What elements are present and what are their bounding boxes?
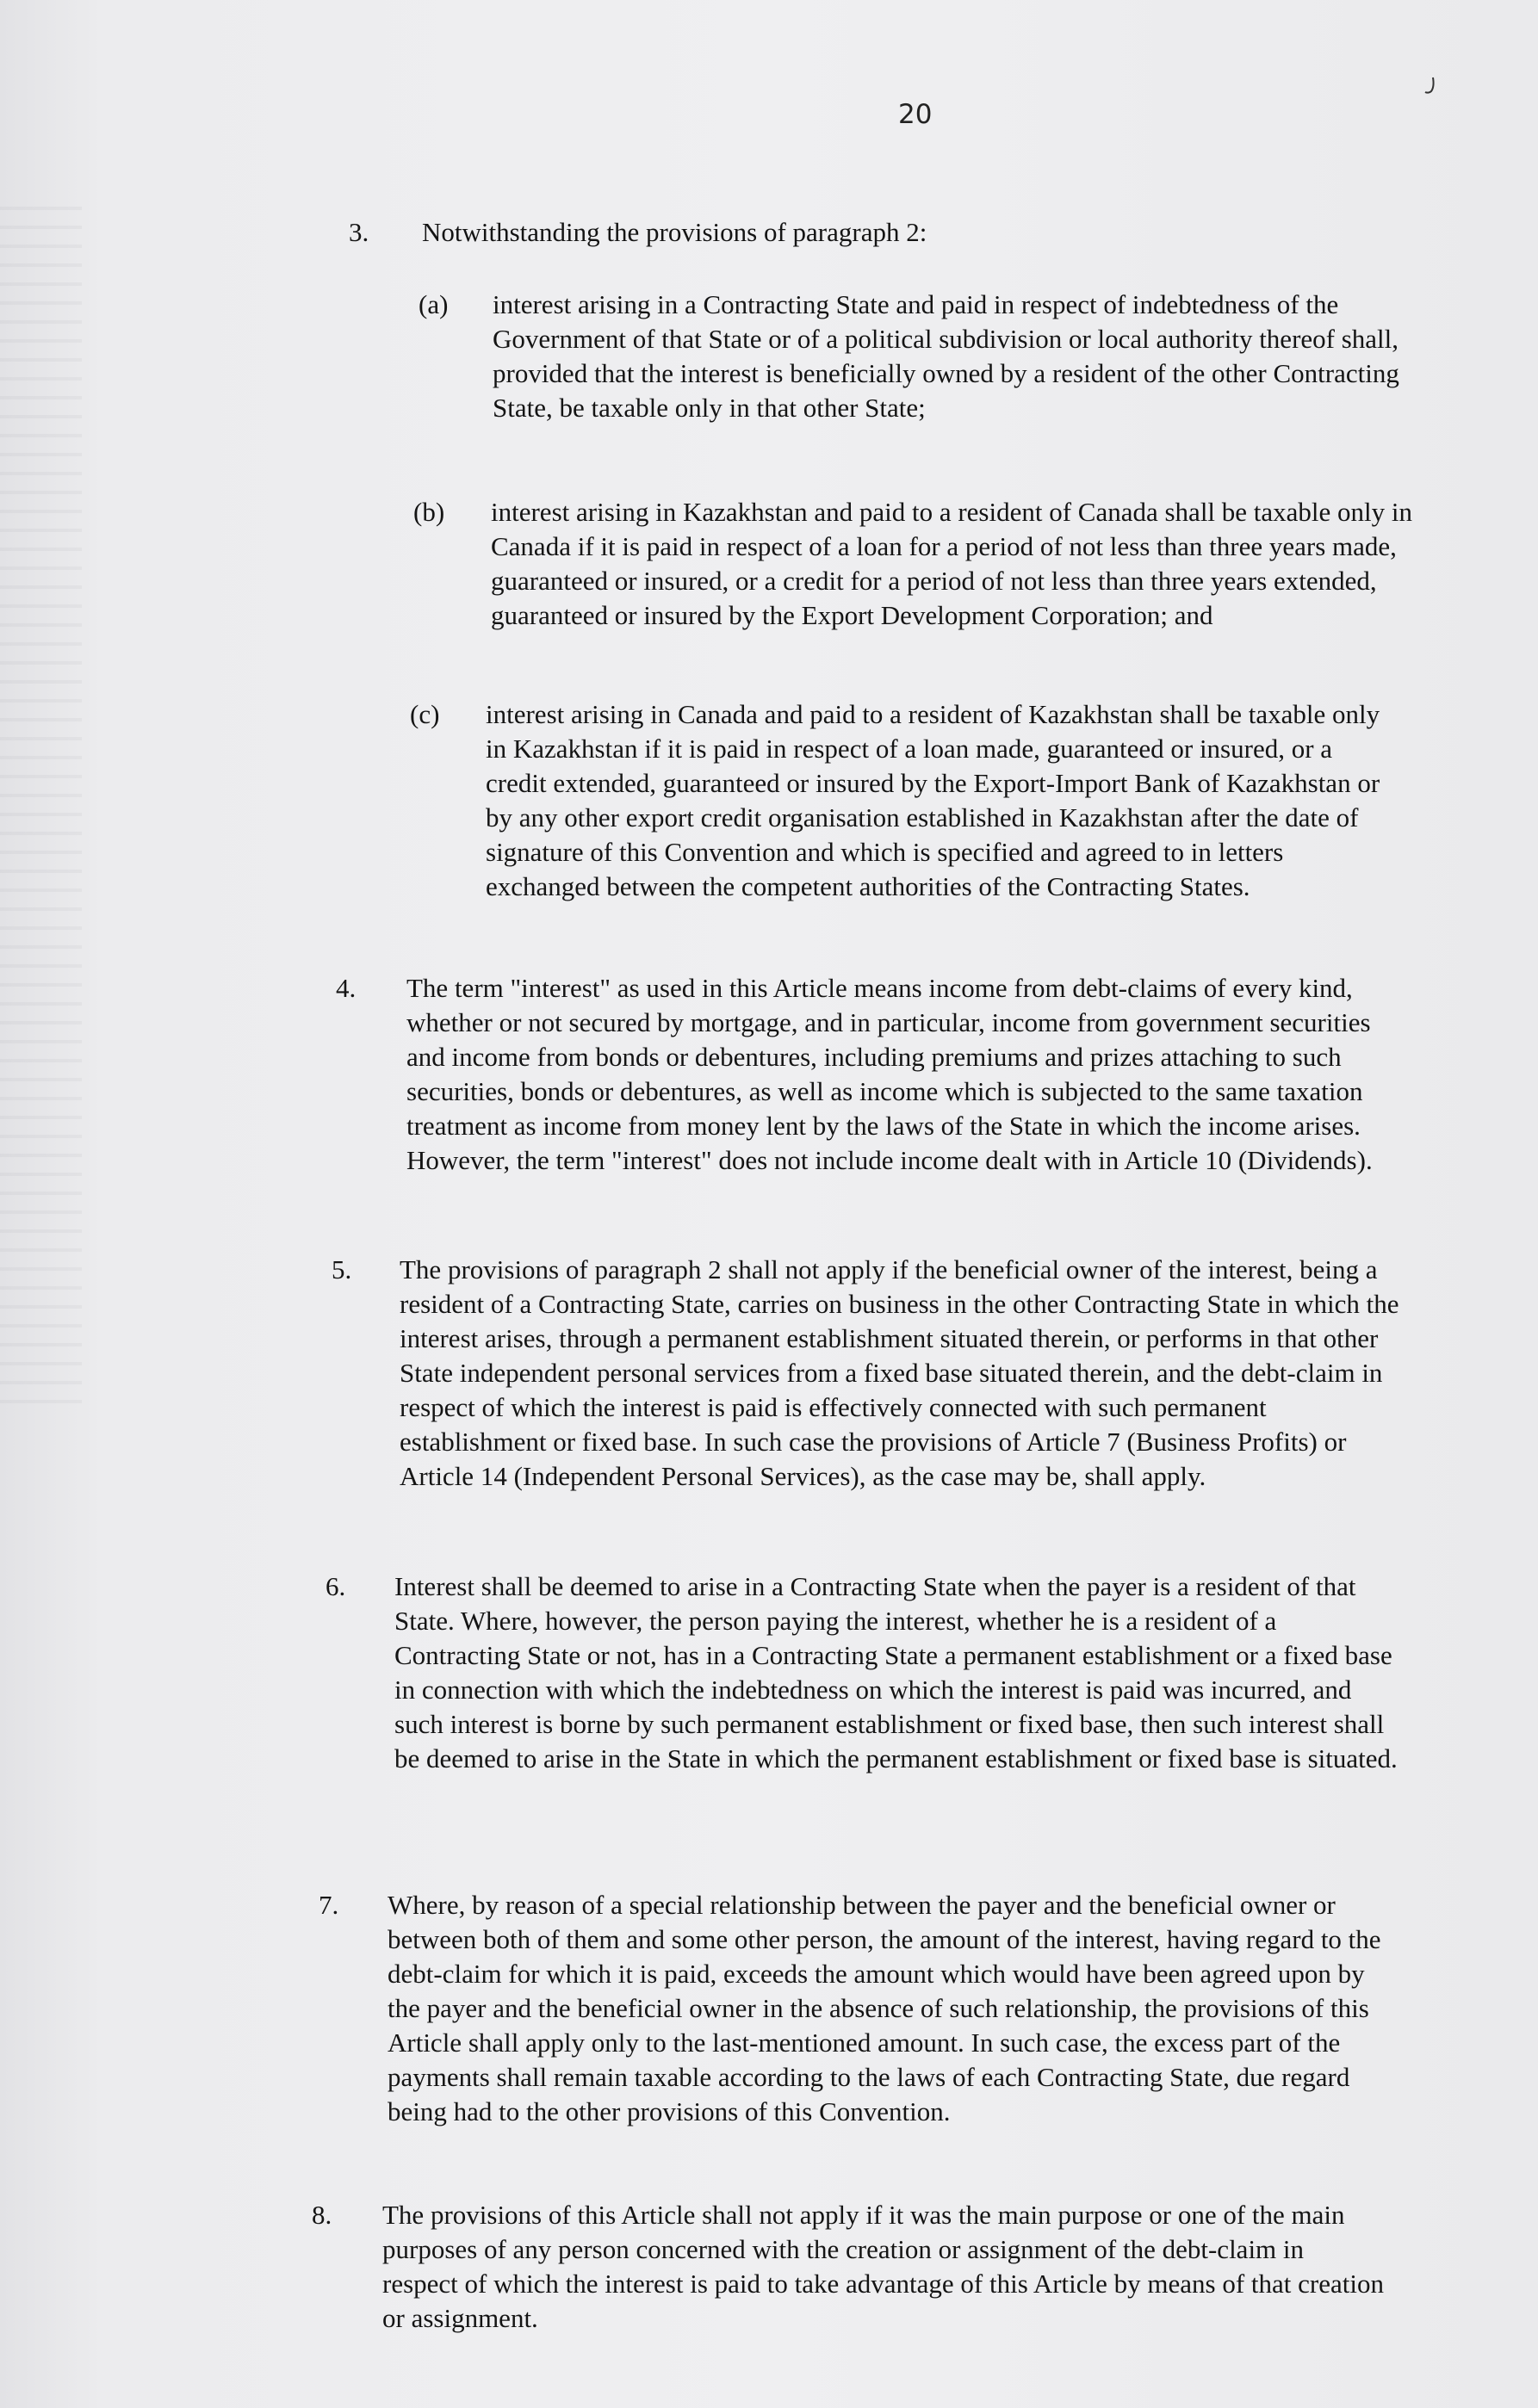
pen-tick-mark [1423, 76, 1438, 95]
paragraph-8-text: The provisions of this Article shall not apply if it was the main purpose or one of the main purposes of any person concerned with the creation or assignment of the debt-claim in respect of which the interest is paid to take advantage of this Article by means of that creation or assignment. [382, 2200, 1384, 2333]
scan-bleed-through [0, 207, 82, 1412]
paragraph-5-text: The provisions of paragraph 2 shall not apply if the beneficial owner of the interest, being a resident of a Contracting State, carries on business in the other Contracting State in which the interest arises, through a permanent establishment situated therein, or performs in that other State independent personal services from a fixed base situated therein, and the debt-claim in respect of which the interest is paid is effectively connected with such permanent establishment or fixed base. In such case the provisions of Article 7 (Business Profits) or Article 14 (Independent Personal Services), as the case may be, shall apply. [400, 1254, 1399, 1491]
item-a-text: interest arising in a Contracting State and paid in respect of indebtedness of the Government of that State or of a political subdivision or local authority thereof shall, provided that the interest is beneficially owned by a resident of the other Contracting State, be taxable only in that other State; [493, 289, 1399, 423]
item-b-text: interest arising in Kazakhstan and paid to a resident of Canada shall be taxable only in Canada if it is paid in respect of a loan for a period of not less than three years made, guaranteed or insured, or a credit for a period of not less than three years extended, guaranteed or insured by the Export Development Corporation; and [491, 497, 1413, 630]
paragraph-8-number: 8. [312, 2200, 332, 2230]
paragraph-7-text: Where, by reason of a special relationship between the payer and the beneficial owner or between both of them and some other person, the amount of the interest, having regard to the debt-claim for which it is paid, exceeds the amount which would have been agreed upon by the payer and the beneficial owner in the absence of such relationship, the provisions of this Article shall apply only to the last-mentioned amount. In such case, the excess part of the payments shall remain taxable according to the laws of each Contracting State, due regard being had to the other provisions of this Convention. [388, 1890, 1381, 2126]
page-number: 20 [898, 99, 933, 130]
item-c-text: interest arising in Canada and paid to a resident of Kazakhstan shall be taxable only in Kazakhstan if it is paid in respect of a loan made, guaranteed or insured, or a credit extended, guaranteed or insured by the Export-Import Bank of Kazakhstan or by any other export credit organisation established in Kazakhstan after the date of signature of this Convention and which is specified and agreed to in letters exchanged between the competent authorities of the Contracting States. [486, 699, 1380, 901]
paragraph-4-text: The term "interest" as used in this Article means income from debt-claims of every kind, whether or not secured by mortgage, and in particular, income from government securities and income from bonds or debentures, including premiums and prizes attaching to such securities, bonds or debentures, as well as income which is subjected to the same taxation treatment as income from money lent by the laws of the State in which the income arises. However, the term "interest" does not include income dealt with in Article 10 (Dividends). [406, 973, 1373, 1175]
item-a-label: (a) [419, 289, 449, 319]
paragraph-3-number: 3. [349, 217, 369, 247]
paragraph-5-number: 5. [332, 1254, 352, 1284]
paragraph-4-number: 4. [336, 973, 357, 1003]
item-b-label: (b) [413, 497, 445, 527]
paragraph-7-number: 7. [319, 1890, 339, 1920]
paragraph-6-number: 6. [326, 1571, 346, 1601]
item-c-label: (c) [410, 699, 440, 729]
paragraph-6-text: Interest shall be deemed to arise in a Contracting State when the payer is a resident of that State. Where, however, the person paying the interest, whether he is a resident of a Contracting State or not, has in a Contracting State a permanent establishment or a fixed base in connection with which the indebtedness on which the interest is paid was incurred, and such interest is borne by such permanent establishment or fixed base, then such interest shall be deemed to arise in the State in which the permanent establishment or fixed base is situated. [394, 1571, 1398, 1774]
paragraph-3-intro: Notwithstanding the provisions of paragraph 2: [422, 217, 927, 247]
